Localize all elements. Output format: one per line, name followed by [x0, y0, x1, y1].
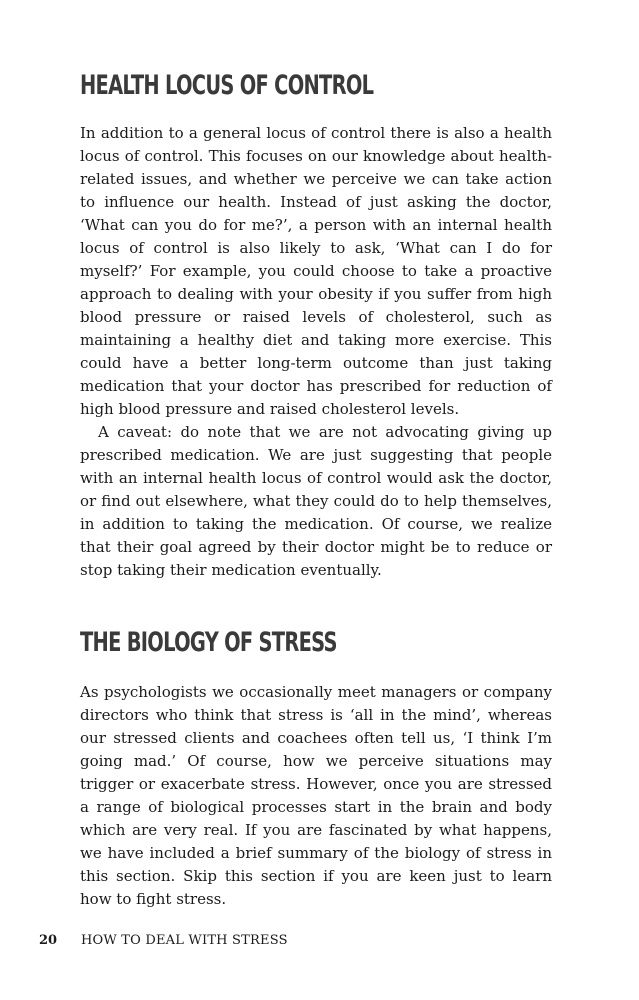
section-heading-health-locus: HEALTH LOCUS OF CONTROL — [80, 70, 374, 101]
body-paragraph: A caveat: do note that we are not advocating giving up prescribed medication. We are just suggesting that people with an internal health locus of control would ask the doctor, or find out elsewhere, what they could do to help themselves, in addition to taking the medication. Of course, we realize that their goal agreed by their doctor might be to reduce or stop taking their medication eventually. — [80, 423, 552, 579]
running-head: HOW TO DEAL WITH STRESS — [81, 933, 288, 948]
body-paragraph: In addition to a general locus of control there is also a health locus of control. This focuses on our knowledge about health-related issues, and whether we perceive we can take action to influence our health. Instead of just asking the doctor, ‘What can you do for me?’, a person with an internal health locus of control is also likely to ask, ‘What can I do for myself?’ For example, you could choose to take a proactive approach to dealing with your obesity if you suffer from high blood pressure or raised levels of cholesterol, such as maintaining a healthy diet and taking more exercise. This could have a better long-term outcome than just taking medication that your doctor has prescribed for reduction of high blood pressure and raised cholesterol levels. — [80, 124, 552, 418]
page-body — [80, 70, 552, 911]
section-heading-biology-of-stress: THE BIOLOGY OF STRESS — [80, 627, 337, 658]
body-paragraph: As psychologists we occasionally meet managers or company directors who think that stress is ‘all in the mind’, whereas our stressed clients and coachees often tell us, ‘I think I’m going mad.’ Of course, how we perceive situations may trigger or exacerbate stress. However, once you are stressed a range of biological processes start in the brain and body which are very real. If you are fascinated by what happens, we have included a brief summary of the biology of stress in this section. Skip this section if you are keen just to learn how to fight stress. — [80, 683, 552, 908]
page-number: 20 — [39, 933, 58, 948]
page-footer — [39, 933, 288, 949]
